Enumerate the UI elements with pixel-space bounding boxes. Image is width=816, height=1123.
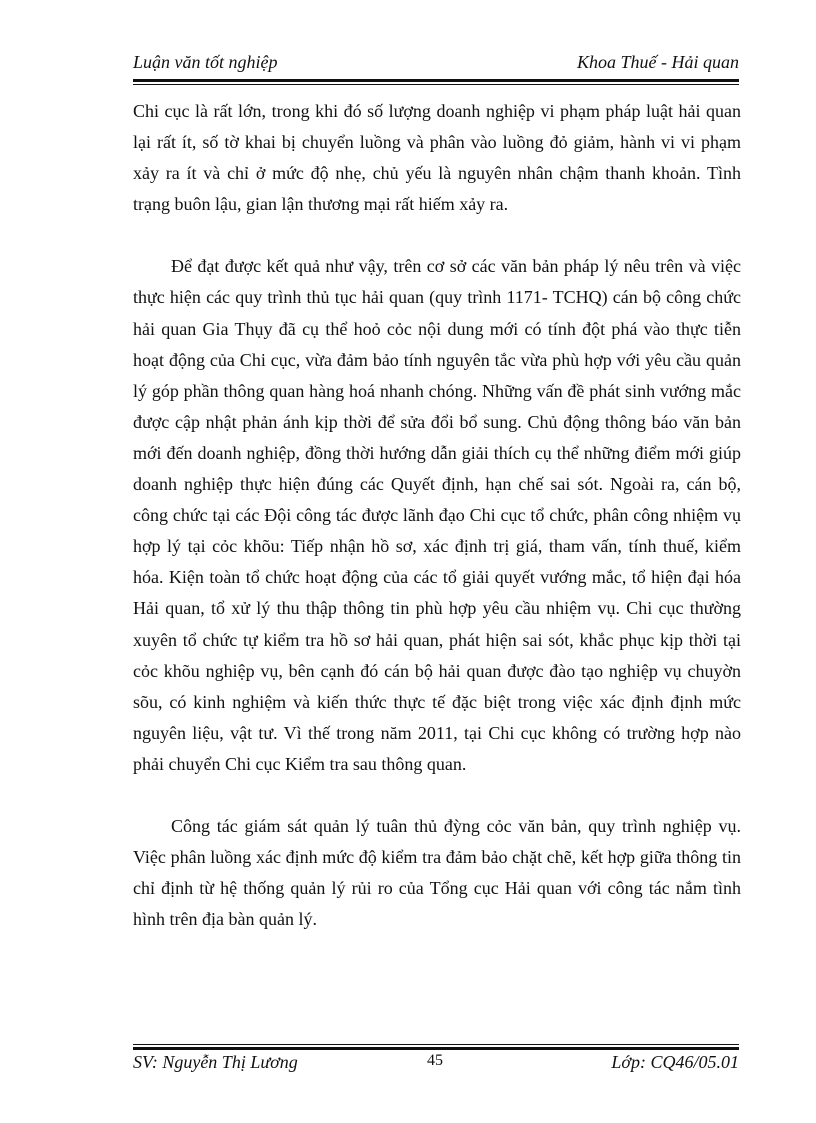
header-rule-thin [133, 84, 739, 85]
footer-rule-thin [133, 1044, 739, 1045]
paragraph-1: Chi cục là rất lớn, trong khi đó số lượng doanh nghiệp vi phạm pháp luật hải quan lại rất ít, số tờ khai bị chuyển luồng và phân vào luồng đỏ giảm, hành vi vi phạm xảy ra ít và chỉ ở mức độ nhẹ, chủ yếu là nguyên nhân chậm thanh khoản. Tình trạng buôn lậu, gian lận thương mại rất hiếm xảy ra. [133, 101, 741, 215]
paragraph-gap [133, 780, 741, 811]
paragraph-2: Để đạt được kết quả như vậy, trên cơ sở các văn bản pháp lý nêu trên và việc thực hiện các quy trình thủ tục hải quan (quy trình 1171- TCHQ) cán bộ công chức hải quan Gia Thụy đã cụ thể hoỏ cỏc nội dung mới có tính đột phá vào thực tiễn hoạt động của Chi cục, vừa đảm bảo tính nguyên tắc vừa phù hợp với yêu cầu quản lý góp phần thông quan hàng hoá nhanh chóng. Những vấn đề phát sinh vướng mắc được cập nhật phản ánh kịp thời để sửa đổi bổ sung. Chủ động thông báo văn bản mới đến doanh nghiệp, đồng thời hướng dẫn giải thích cụ thể những điểm mới giúp doanh nghiệp thực hiện đúng các Quyết định, hạn chế sai sót. Ngoài ra, cán bộ, công chức tại các Đội công tác được lãnh đạo Chi cục tổ chức, phân công nhiệm vụ hợp lý tại cỏc khõu: Tiếp nhận hồ sơ, xác định trị giá, tham vấn, tính thuế, kiểm hóa. Kiện toàn tổ chức hoạt động của các tổ giải quyết vướng mắc, tổ hiện đại hóa Hải quan, tổ xử lý thu thập thông tin phù hợp yêu cầu nhiệm vụ. Chi cục thường xuyên tổ chức tự kiểm tra hồ sơ hải quan, phát hiện sai sót, khắc phục kịp thời tại cỏc khõu nghiệp vụ, bên cạnh đó cán bộ hải quan được đào tạo nghiệp vụ chuyờn sõu, có kinh nghiệm và kiến thức thực tế đặc biệt trong việc xác định định mức nguyên liệu, vật tư. Vì thế trong năm 2011, tại Chi cục không có trường hợp nào phải chuyển Chi cục Kiểm tra sau thông quan. [133, 256, 741, 774]
body-text [133, 96, 741, 935]
footer-class-code: Lớp: CQ46/05.01 [611, 1052, 739, 1072]
header-thesis-label: Luận văn tốt nghiệp [133, 52, 278, 72]
paragraph-gap [133, 220, 741, 251]
page-header [133, 52, 739, 78]
footer-student-name: SV: Nguyễn Thị Lương [133, 1052, 298, 1072]
page-footer [133, 1052, 739, 1078]
page-number: 45 [427, 1052, 443, 1069]
header-rule-thick [133, 79, 739, 82]
paragraph-3: Công tác giám sát quản lý tuân thủ đỳng cỏc văn bản, quy trình nghiệp vụ. Việc phân luồng xác định mức độ kiểm tra đảm bảo chặt chẽ, kết hợp giữa thông tin chỉ định từ hệ thống quản lý rủi ro của Tổng cục Hải quan với công tác nắm tình hình trên địa bàn quản lý. [133, 815, 741, 930]
footer-rule-thick [133, 1047, 739, 1050]
header-faculty-label: Khoa Thuế - Hải quan [577, 52, 739, 72]
